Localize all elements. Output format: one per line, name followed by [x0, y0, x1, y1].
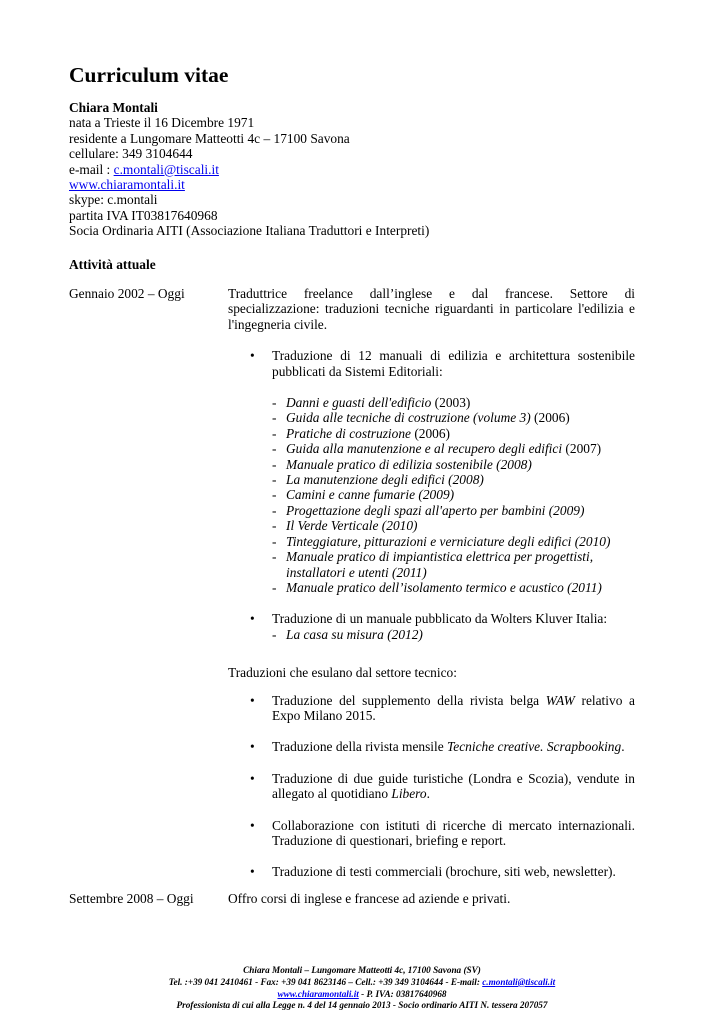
footer-site-vat: www.chiaramontali.it - P. IVA: 03817640968 — [277, 988, 447, 999]
footer-address: Chiara Montali – Lungomare Matteotti 4c, 17100 Savona (SV) — [243, 965, 481, 975]
dash-icon: - — [272, 487, 277, 503]
dash-icon: - — [272, 549, 277, 565]
list-item — [272, 627, 635, 642]
book-title: La casa su misura (2012) — [286, 626, 423, 642]
dash-icon: - — [272, 472, 277, 488]
dash-icon: - — [272, 395, 277, 411]
book-year: (2006) — [530, 410, 570, 426]
dash-icon: - — [272, 626, 277, 642]
dash-icon: - — [272, 533, 277, 549]
book-title: Danni e guasti dell'edificio — [286, 395, 432, 411]
dash-icon: - — [272, 441, 277, 457]
list-item-text: Traduzione di due guide turistiche (Londra e Scozia), vendute in allegato al quotidiano Libero. — [272, 770, 635, 802]
list-item — [272, 549, 635, 580]
book-year: (2003) — [431, 395, 471, 411]
entry-intro: Traduttrice freelance dall’inglese e dal francese. Settore di specializzazione: traduzioni tecniche riguardanti in particolare l'edilizia e l'ingegneria civile. — [228, 286, 635, 332]
list-item — [272, 441, 635, 456]
website-link[interactable]: www.chiaramontali.it — [69, 177, 185, 193]
email-label: e-mail : — [69, 161, 114, 177]
skype-info: skype: c.montali — [69, 192, 158, 208]
footer-contacts: Tel. :+39 041 2410461 - Fax: +39 041 8623146 – Cell.: +39 349 3104644 - E-mail: c.montali@tiscali.it — [168, 976, 556, 987]
section-title: Attività attuale — [69, 257, 156, 272]
email-link[interactable]: c.montali@tiscali.it — [113, 161, 219, 177]
dash-icon: - — [272, 456, 277, 472]
list-item — [272, 518, 635, 533]
list-item — [272, 410, 635, 425]
list-item — [272, 426, 635, 441]
list-item-text: Traduzione di un manuale pubblicato da Wolters Kluver Italia: — [272, 611, 608, 627]
list-item — [228, 739, 635, 754]
list-item — [228, 864, 635, 879]
bullet-icon: • — [250, 348, 255, 364]
list-item — [228, 818, 635, 849]
list-item — [272, 503, 635, 518]
list-item-text: Traduzione della rivista mensile Tecniche creative. Scrapbooking. — [272, 739, 625, 755]
book-title: La manutenzione degli edifici (2008) — [286, 472, 484, 488]
person-name: Chiara Montali — [69, 100, 158, 115]
list-item — [272, 395, 635, 410]
book-title: Guida alla manutenzione e al recupero degli edifici — [286, 441, 563, 457]
book-title: Camini e canne fumarie (2009) — [286, 487, 455, 503]
vat-info: partita IVA IT03817640968 — [69, 207, 218, 223]
list-item — [272, 487, 635, 502]
dash-icon: - — [272, 502, 277, 518]
entry-body — [228, 286, 635, 880]
footer-email-link[interactable]: c.montali@tiscali.it — [482, 976, 556, 987]
bullet-icon: • — [250, 864, 255, 880]
footer-website-link[interactable]: www.chiaramontali.it — [277, 988, 359, 999]
mobile-info: cellulare: 349 3104644 — [69, 146, 193, 162]
list-item — [272, 534, 635, 549]
list-item — [228, 348, 635, 379]
list-item — [228, 611, 635, 626]
bullet-icon: • — [250, 692, 255, 708]
list-item-text: Traduzione di 12 manuali di edilizia e architettura sostenibile pubblicati da Sistemi Editoriali: — [272, 348, 635, 379]
page-footer — [0, 965, 724, 1012]
book-title: Il Verde Verticale (2010) — [286, 518, 418, 534]
bullet-icon: • — [250, 739, 255, 755]
list-item — [228, 771, 635, 802]
dash-icon: - — [272, 579, 277, 595]
list-item — [228, 693, 635, 724]
book-title: Manuale pratico di impiantistica elettrica per progettisti, installatori e utenti (2011) — [286, 549, 594, 580]
nontech-heading: Traduzioni che esulano dal settore tecnico: — [228, 665, 457, 681]
document-title: Curriculum vitae — [69, 63, 229, 87]
list-item — [272, 472, 635, 487]
entry-body: Offro corsi di inglese e francese ad aziende e privati. — [228, 891, 511, 906]
dash-icon: - — [272, 518, 277, 534]
book-title: Manuale pratico di edilizia sostenibile (2008) — [286, 456, 532, 472]
membership-info: Socia Ordinaria AITI (Associazione Italiana Traduttori e Interpreti) — [69, 223, 430, 239]
list-item — [272, 580, 635, 595]
identity-block — [69, 100, 635, 239]
dash-icon: - — [272, 410, 277, 426]
book-year: (2007) — [562, 441, 602, 457]
list-item-text: Traduzione del supplemento della rivista belga WAW relativo a Expo Milano 2015. — [272, 692, 635, 723]
list-item-text: Traduzione di testi commerciali (brochure, siti web, newsletter). — [272, 864, 616, 880]
list-item-text: Collaborazione con istituti di ricerche di mercato internazionali. Traduzione di questionari, briefing e report. — [272, 817, 635, 848]
dash-icon: - — [272, 425, 277, 441]
books-list — [228, 627, 635, 642]
entry-date: Settembre 2008 – Oggi — [69, 891, 194, 906]
bullet-icon: • — [250, 770, 255, 786]
entry-date: Gennaio 2002 – Oggi — [69, 286, 185, 301]
bullet-icon: • — [250, 817, 255, 833]
book-title: Manuale pratico dell’isolamento termico e acustico (2011) — [286, 579, 602, 595]
email-row — [69, 162, 635, 177]
book-title: Progettazione degli spazi all'aperto per bambini (2009) — [286, 502, 585, 518]
book-title: Guida alle tecniche di costruzione (volume 3) — [286, 410, 531, 426]
book-title: Tinteggiature, pitturazioni e verniciature degli edifici (2010) — [286, 533, 611, 549]
list-item — [272, 457, 635, 472]
website-row — [69, 177, 635, 192]
book-title: Pratiche di costruzione — [286, 425, 411, 441]
book-year: (2006) — [410, 425, 451, 441]
residence-info: residente a Lungomare Matteotti 4c – 17100 Savona — [69, 130, 350, 146]
birth-info: nata a Trieste il 16 Dicembre 1971 — [69, 115, 255, 131]
books-list — [228, 395, 635, 595]
footer-legal: Professionista di cui alla Legge n. 4 del 14 gennaio 2013 - Socio ordinario AITI N. tessera 207057 — [176, 1000, 548, 1011]
bullet-icon: • — [250, 611, 255, 627]
